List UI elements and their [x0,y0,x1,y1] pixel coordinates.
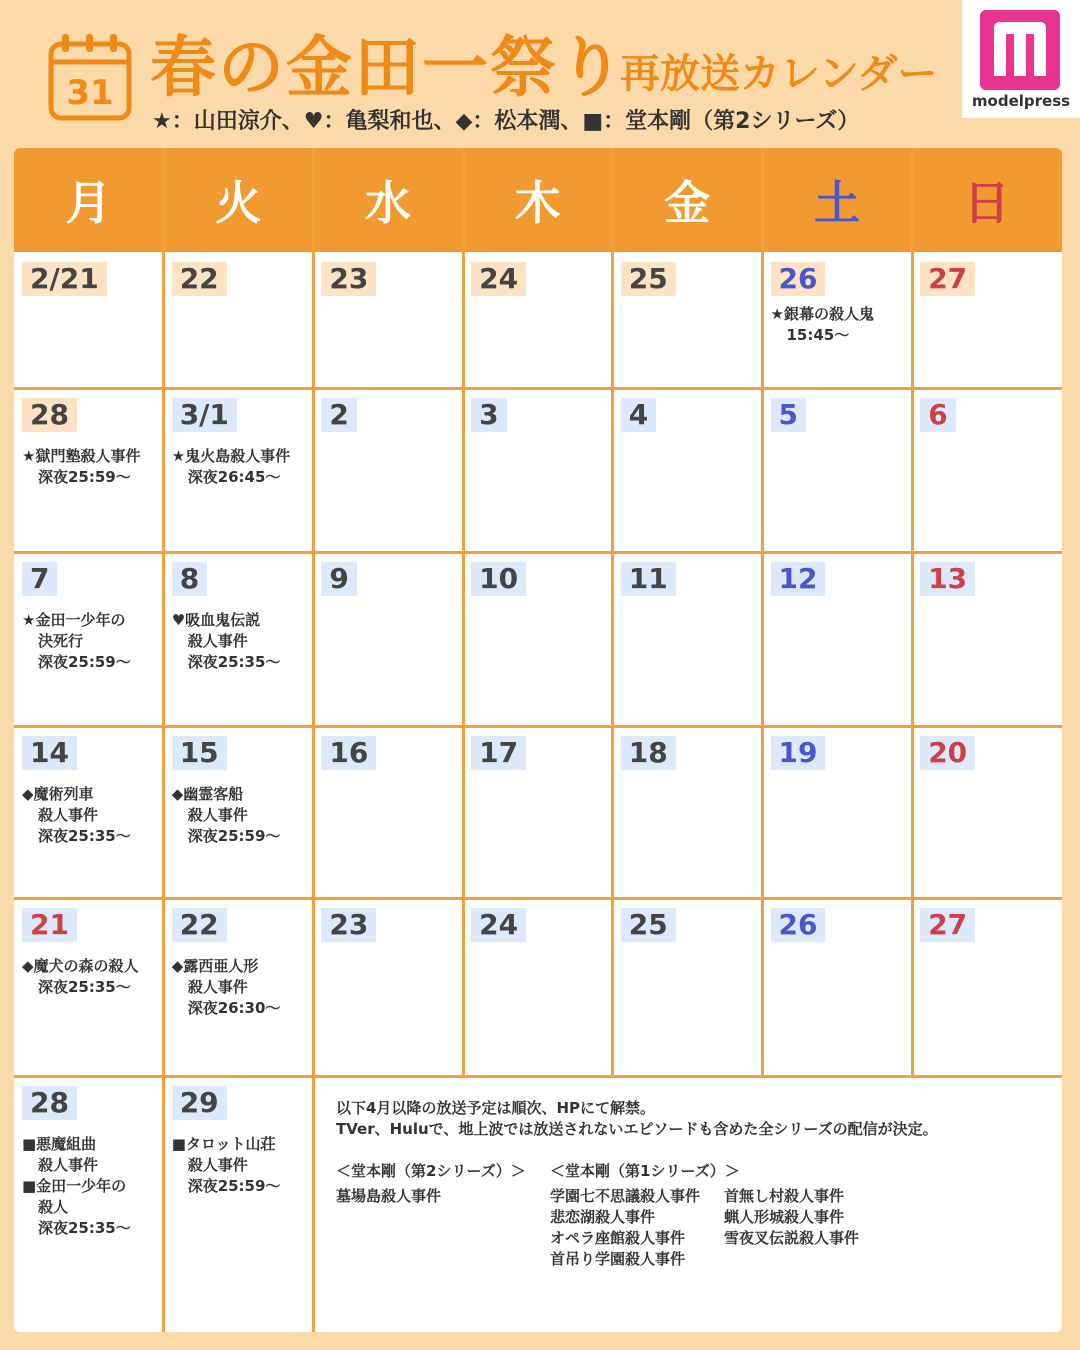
event-line: ■タロット山荘 [171,1135,276,1153]
day-number: 4 [621,398,656,432]
series1-item: 首無し村殺人事件 [724,1187,845,1205]
day-number: 23 [321,262,376,296]
event-line: 決死行 [38,632,84,650]
calendar-day-cell [912,388,1062,552]
notes-line-2: TVer、Huluで、地上波では放送されないエピソードも含めた全シリーズの配信が決定。 [336,1120,938,1138]
page-subtitle: 再放送カレンダー [620,51,938,97]
calendar-day-cell [313,252,463,388]
event-line: 15:45〜 [786,326,850,344]
series2-heading: ＜堂本剛（第2シリーズ）＞ [336,1162,526,1180]
grid-divider [162,148,165,1332]
event-line: ◆幽霊客船 [171,785,244,803]
calendar-day-cell [164,898,314,1076]
weekday-header: 土 [814,176,860,230]
series1-item: 悲恋湖殺人事件 [550,1208,656,1226]
grid-divider [14,725,1062,728]
event-line: ★金田一少年の [22,611,126,629]
event-line: ♥吸血鬼伝説 [171,611,261,629]
day-number: 13 [920,562,975,596]
event-line: 深夜25:59〜 [187,1177,281,1195]
day-number: 14 [22,736,77,770]
weekday-header: 日 [963,176,1010,230]
day-number: 22 [172,262,227,296]
day-number: 22 [172,908,227,942]
event-line: 殺人事件 [38,1156,99,1174]
calendar-day-cell [14,552,164,726]
calendar-day-cell [14,726,164,898]
event-line: 殺人事件 [187,978,248,996]
calendar-day-cell [14,388,164,552]
calendar-day-cell [912,898,1062,1076]
event-line: 深夜26:45〜 [187,468,281,486]
event-line: ◆魔術列車 [22,785,94,803]
grid-divider [761,148,764,1076]
legend: ★：山田涼介、♥：亀梨和也、◆：松本潤、■：堂本剛（第2シリーズ） [152,109,860,134]
event-line: 深夜26:30〜 [187,999,281,1017]
calendar-day-cell [14,898,164,1076]
broadcast-event [172,446,290,488]
calendar-day-cell [463,388,613,552]
grid-divider [14,1075,1062,1078]
day-number: 26 [771,908,826,942]
calendar-day-cell [463,726,613,898]
day-number: 5 [771,398,806,432]
day-number: 26 [771,262,826,296]
weekday-header: 水 [364,176,411,230]
event-line: 殺人 [38,1198,69,1216]
day-number: 2/21 [22,262,107,296]
grid-divider [611,148,614,1076]
calendar-day-cell [763,388,913,552]
calendar-day-cell [912,726,1062,898]
day-number: 11 [621,562,676,596]
calendar-day-cell [313,726,463,898]
calendar-day-cell [164,552,314,726]
broadcast-event [172,784,281,847]
day-number: 16 [321,736,376,770]
broadcast-event [172,956,281,1019]
event-line: 深夜25:59〜 [38,653,131,671]
series2-item: 墓場島殺人事件 [336,1187,442,1205]
day-number: 17 [471,736,526,770]
day-number: 24 [471,908,526,942]
day-number: 27 [920,262,975,296]
broadcast-event [22,446,140,488]
day-number: 25 [621,262,676,296]
calendar-day-cell [763,898,913,1076]
event-line: 深夜25:35〜 [38,827,131,845]
weekday-header-row [14,148,1062,252]
calendar-day-cell [613,552,763,726]
calendar-grid [14,148,1062,1332]
event-line: 殺人事件 [187,632,248,650]
event-line: 殺人事件 [38,806,99,824]
grid-divider [312,148,315,1332]
event-line: ■悪魔組曲 [22,1135,97,1153]
series1-item: オペラ座館殺人事件 [550,1229,686,1247]
calendar-day-cell [313,388,463,552]
header [0,0,1080,148]
day-number: 27 [920,908,975,942]
series1-item: 学園七不思議殺人事件 [550,1187,701,1205]
modelpress-logo-icon [980,10,1060,90]
event-line: 殺人事件 [187,806,248,824]
day-number: 21 [22,908,77,942]
event-line: ★鬼火島殺人事件 [171,447,291,465]
day-number: 3 [471,398,506,432]
calendar-day-cell [613,898,763,1076]
calendar-day-cell [164,1076,314,1332]
day-number: 18 [621,736,676,770]
calendar-day-cell [164,388,314,552]
calendar-day-cell [14,1076,164,1332]
calendar-day-cell [463,552,613,726]
day-number: 10 [471,562,526,596]
calendar-day-cell [164,726,314,898]
day-number: 12 [771,562,826,596]
day-number: 29 [172,1086,227,1120]
weekday-header: 火 [215,176,262,230]
calendar-day-cell [463,252,613,388]
day-number: 28 [22,1086,77,1120]
event-line: ★獄門塾殺人事件 [22,447,141,465]
calendar-day-cell [14,252,164,388]
day-number: 6 [920,398,955,432]
day-number: 7 [22,562,57,596]
grid-divider [14,897,1062,900]
calendar-icon-day: 31 [66,73,114,113]
broadcast-event [22,956,139,998]
event-line: 深夜25:59〜 [38,468,131,486]
calendar-day-cell [313,552,463,726]
logo [962,0,1080,118]
day-number: 28 [22,398,77,432]
event-line: ★銀幕の殺人鬼 [770,305,874,323]
calendar-day-cell [763,252,913,388]
notes-line-1: 以下4月以降の放送予定は順次、HPにて解禁。 [336,1099,655,1117]
grid-divider [14,551,1062,554]
weekday-header: 金 [664,176,711,230]
day-number: 20 [920,736,975,770]
calendar-day-cell [763,552,913,726]
day-number: 3/1 [172,398,237,432]
event-line: 深夜25:35〜 [38,1219,131,1237]
day-number: 19 [771,736,826,770]
broadcast-event [22,1134,131,1239]
day-number: 9 [321,562,356,596]
series1-item: 雪夜叉伝説殺人事件 [724,1229,860,1247]
weekday-header: 月 [65,176,112,230]
grid-divider [462,148,465,1076]
calendar-day-cell [313,898,463,1076]
broadcast-event [22,784,131,847]
day-number: 24 [471,262,526,296]
day-number: 23 [321,908,376,942]
calendar-day-cell [463,898,613,1076]
calendar-day-cell [613,388,763,552]
calendar-day-cell [164,252,314,388]
broadcast-event [22,610,131,673]
calendar-day-cell [613,252,763,388]
calendar-day-cell [763,726,913,898]
event-line: ■金田一少年の [22,1177,127,1195]
weekday-header: 木 [514,176,561,230]
event-line: 深夜25:35〜 [38,978,131,996]
series1-heading: ＜堂本剛（第1シリーズ）＞ [550,1162,740,1180]
broadcast-event [172,1134,281,1197]
calendar-day-cell [613,726,763,898]
day-number: 15 [172,736,227,770]
event-line: ◆魔犬の森の殺人 [22,957,139,975]
broadcast-event [771,304,874,346]
series1-item: 蝋人形城殺人事件 [724,1208,845,1226]
logo-text: modelpress [971,92,1071,110]
grid-divider [14,387,1062,390]
event-line: 殺人事件 [187,1156,248,1174]
calendar-icon [48,32,132,122]
day-number: 8 [172,562,207,596]
day-number: 25 [621,908,676,942]
page-title: 春の金田一祭り [150,29,626,106]
event-line: ◆露西亜人形 [171,957,259,975]
calendar-day-cell [912,252,1062,388]
day-number: 2 [321,398,356,432]
event-line: 深夜25:35〜 [187,653,281,671]
event-line: 深夜25:59〜 [187,827,281,845]
grid-divider [911,148,914,1076]
series1-item: 首吊り学園殺人事件 [550,1250,686,1268]
broadcast-event [172,610,281,673]
calendar-day-cell [912,552,1062,726]
